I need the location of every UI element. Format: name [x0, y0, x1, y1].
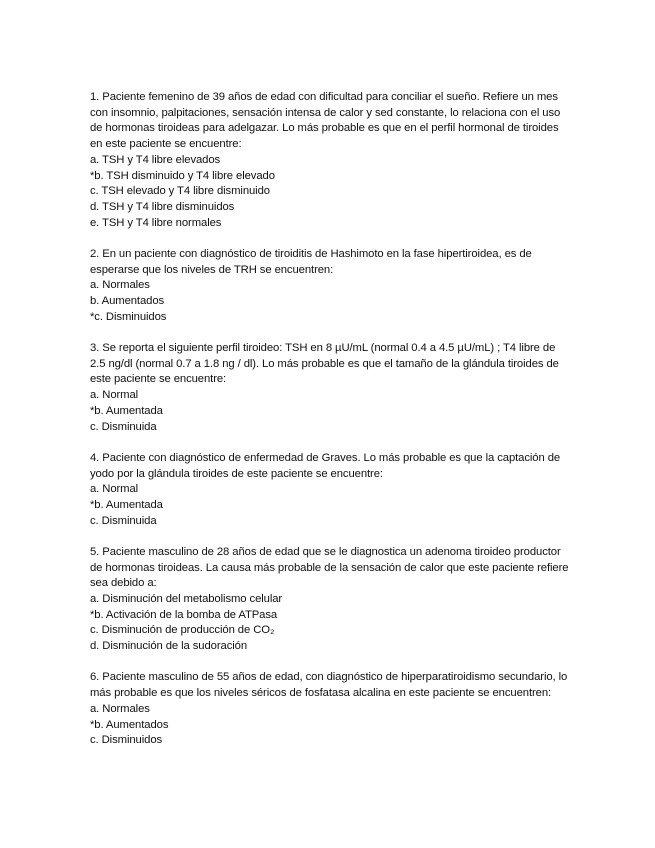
answer-option: d. TSH y T4 libre disminuidos: [90, 200, 235, 213]
answer-option: a. Normales: [90, 279, 150, 292]
answer-option: a. Normales: [90, 702, 150, 715]
answer-option: a. TSH y T4 libre elevados: [90, 153, 221, 166]
answer-option: d. Disminución de la sudoración: [90, 640, 248, 653]
question-stem: 4. Paciente con diagnóstico de enfermedad de Graves. Lo más probable es que la captación de yodo por la glándula tiroides de este paciente se encuentre:: [90, 451, 561, 480]
answer-option: a. Normal: [90, 483, 139, 496]
question-2: [90, 247, 570, 326]
answer-option: b. Aumentados: [90, 295, 165, 308]
answer-option: c. Disminuida: [90, 514, 157, 527]
answer-option: c. TSH elevado y T4 libre disminuido: [90, 185, 270, 198]
question-5: [90, 545, 570, 655]
answer-option-correct: *b. Aumentados: [90, 718, 169, 731]
question-stem: 2. En un paciente con diagnóstico de tiroiditis de Hashimoto en la fase hipertiroidea, es de esperarse que los niveles de TRH se encuentren:: [90, 247, 532, 276]
answer-option: e. TSH y T4 libre normales: [90, 216, 222, 229]
question-stem: 5. Paciente masculino de 28 años de edad que se le diagnostica un adenoma tiroideo productor de hormonas tiroideas. La causa más probable de la sensación de calor que este paciente refiere sea debido a:: [90, 545, 569, 590]
question-3: [90, 341, 570, 435]
answer-option-correct: *b. Aumentada: [90, 498, 163, 511]
answer-option: c. Disminuida: [90, 420, 157, 433]
question-6: [90, 670, 570, 749]
answer-option-correct: *c. Disminuidos: [90, 310, 167, 323]
answer-option-correct: *b. Aumentada: [90, 404, 163, 417]
question-stem: 3. Se reporta el siguiente perfil tiroideo: TSH en 8 µU/mL (normal 0.4 a 4.5 µU/mL) ; T4 libre de 2.5 ng/dl (normal 0.7 a 1.8 ng / dl). Lo más probable es que el tamaño de la glándula tiroides de este paciente se encuentre:: [90, 342, 559, 386]
answer-option: c. Disminución de producción de CO₂: [90, 624, 275, 637]
answer-option: a. Normal: [90, 389, 139, 402]
question-4: [90, 451, 570, 530]
answer-option: c. Disminuidos: [90, 734, 163, 747]
answer-option: a. Disminución del metabolismo celular: [90, 593, 283, 606]
document-page: [90, 90, 570, 765]
question-stem: 6. Paciente masculino de 55 años de edad, con diagnóstico de hiperparatiroidismo secundario, lo más probable es que los niveles séricos de fosfatasa alcalina en este paciente se encuentren:: [90, 671, 568, 700]
answer-option-correct: *b. Activación de la bomba de ATPasa: [90, 608, 278, 621]
answer-option-correct: *b. TSH disminuido y T4 libre elevado: [90, 169, 275, 182]
question-1: [90, 90, 570, 231]
question-stem: 1. Paciente femenino de 39 años de edad con dificultad para conciliar el sueño. Refiere un mes con insomnio, palpitaciones, sensación intensa de calor y sed constante, lo relaciona con el uso de hormonas tiroideas para adelgazar. Lo más probable es que en el perfil hormonal de tiroides en este paciente se encuentre:: [90, 91, 561, 151]
